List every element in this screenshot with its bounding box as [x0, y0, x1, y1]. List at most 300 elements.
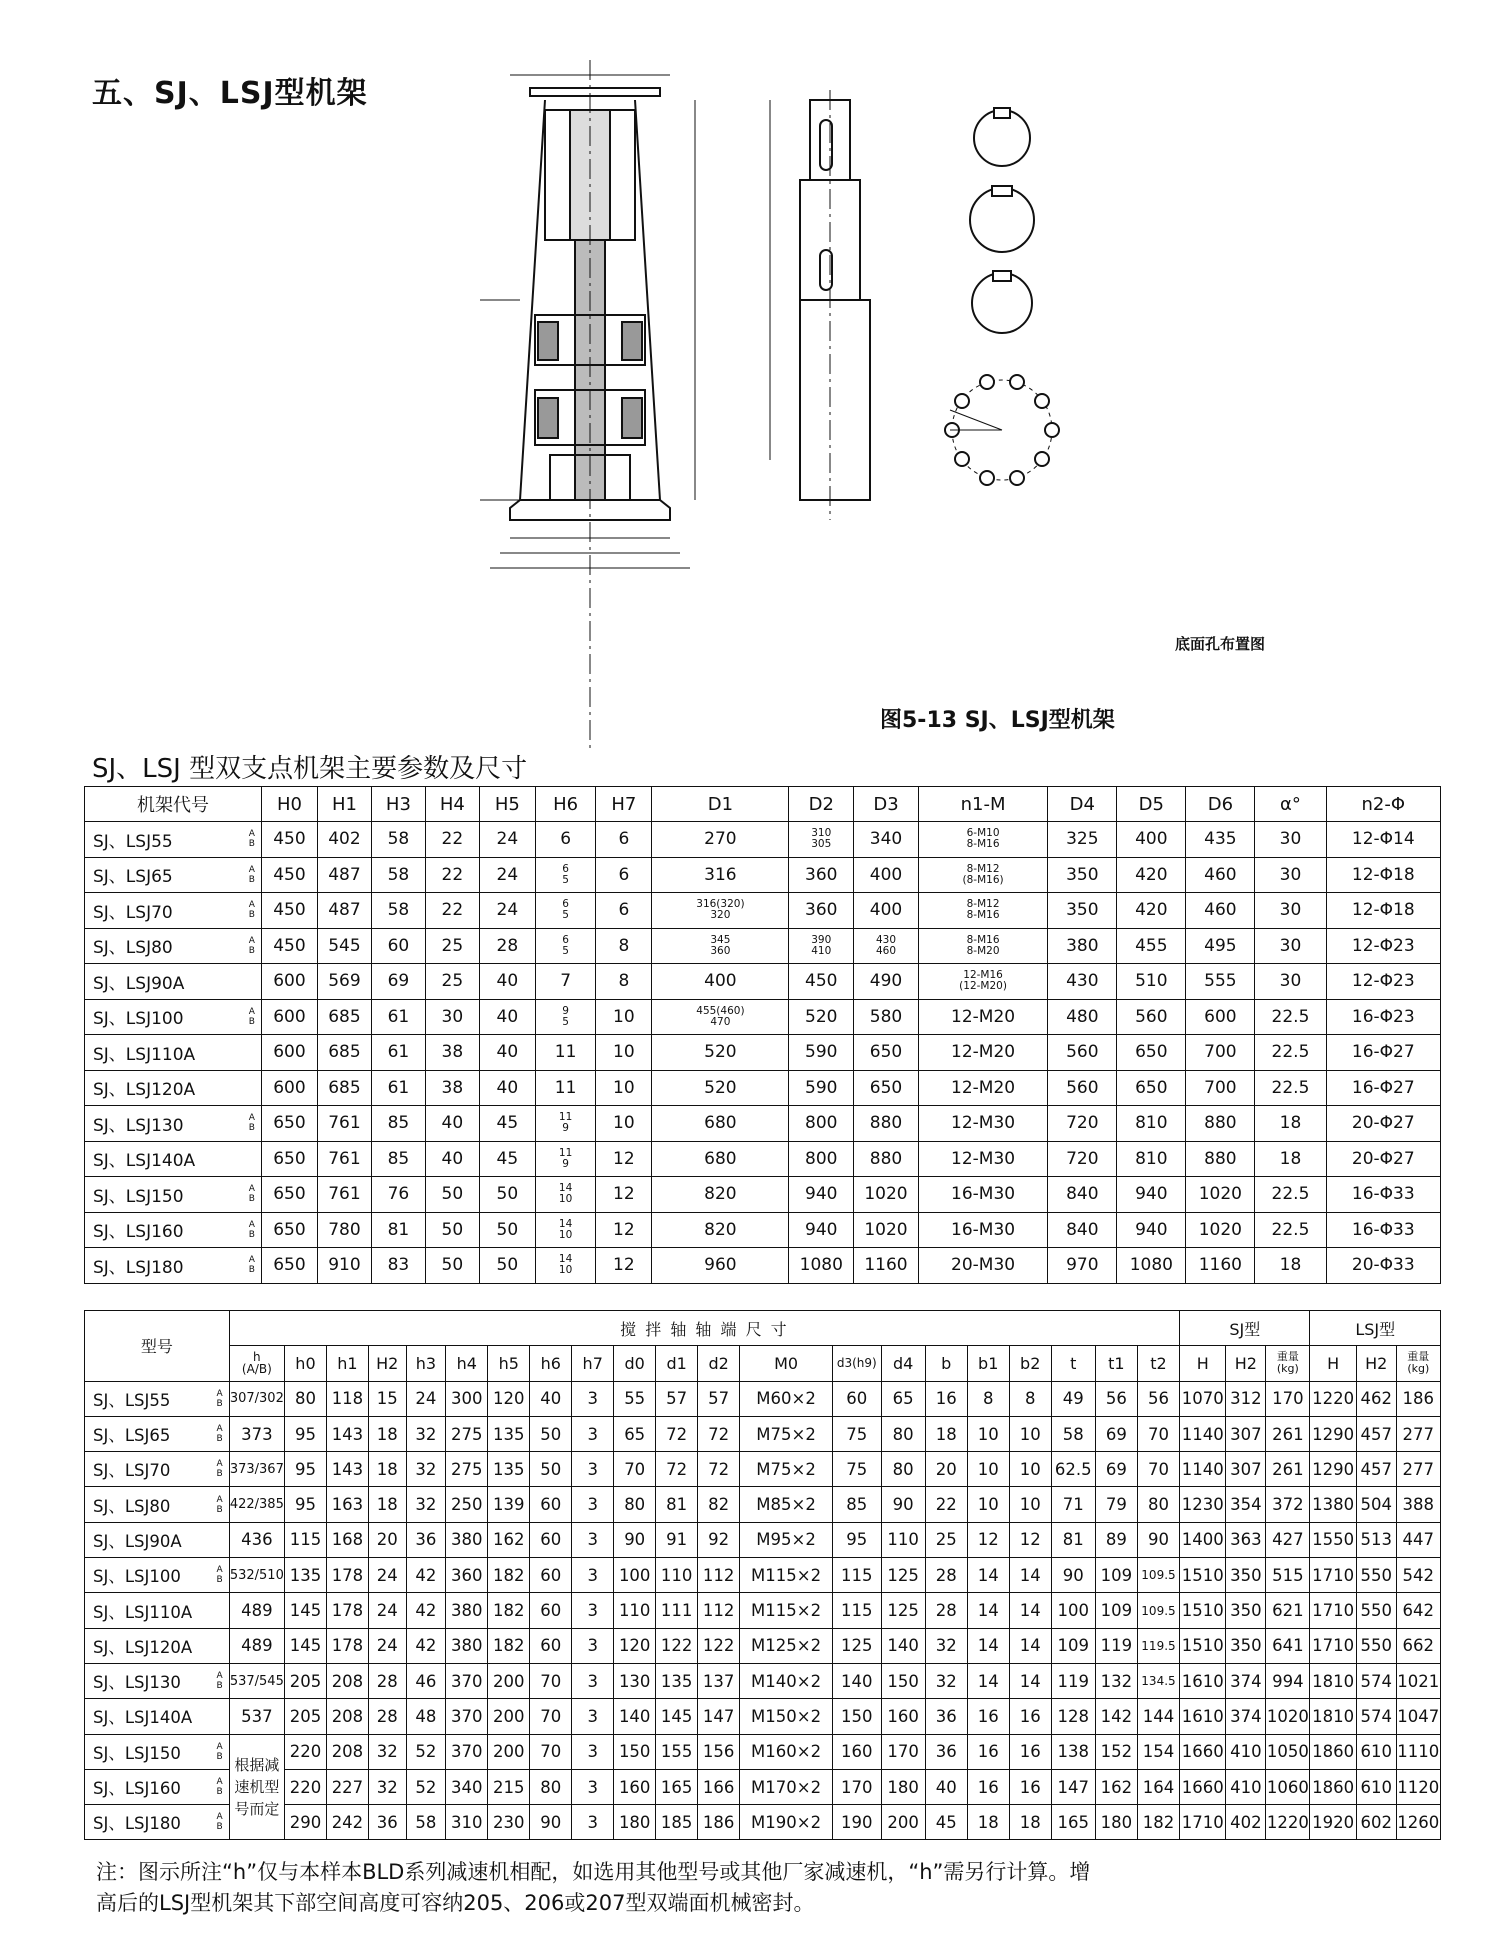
type-value-cell: 994 [1266, 1663, 1310, 1698]
sub-header-cell: h5 [488, 1346, 530, 1381]
h-value-cell: 489 [229, 1593, 284, 1628]
h3-cell: 61 [371, 1070, 425, 1106]
shaft-dim-cell: 80 [614, 1487, 656, 1522]
type-value-cell: 1220 [1266, 1805, 1310, 1840]
shaft-dim-cell: 10 [1009, 1487, 1051, 1522]
shaft-dim-cell: 125 [881, 1593, 925, 1628]
type-value-cell: 1060 [1266, 1769, 1310, 1804]
h-value-cell: 537/545 [229, 1663, 284, 1698]
shaft-dim-cell: 109 [1095, 1593, 1137, 1628]
ab-variant-marker: A B [248, 829, 255, 850]
shaft-dim-cell: 168 [326, 1522, 368, 1557]
shaft-dim-cell: 90 [614, 1522, 656, 1557]
sub-header-cell: d3(h9) [832, 1346, 881, 1381]
h3-cell: 83 [371, 1248, 425, 1284]
h0-cell: 600 [261, 1035, 317, 1071]
table1-header-cell: H4 [425, 787, 479, 822]
shaft-dim-cell: 310 [446, 1805, 488, 1840]
sub-header-cell: M0 [740, 1346, 833, 1381]
shaft-dim-cell: 165 [656, 1769, 698, 1804]
shaft-dim-cell: 186 [698, 1805, 740, 1840]
h-header [229, 1346, 284, 1381]
h0-cell: 650 [261, 1212, 317, 1248]
shaft-dim-cell: 160 [832, 1734, 881, 1769]
h3-cell: 85 [371, 1141, 425, 1177]
n2-cell: 16-Φ27 [1326, 1035, 1440, 1071]
d6-cell: 880 [1186, 1141, 1255, 1177]
model-cell: SJ、LSJ90A [85, 964, 262, 1000]
stacked-value: 6-M10 [966, 827, 1000, 840]
h5-cell: 45 [479, 1141, 535, 1177]
h6-cell [535, 928, 595, 964]
d6-cell: 555 [1186, 964, 1255, 1000]
n1m-cell [918, 893, 1047, 929]
h0-cell: 650 [261, 1177, 317, 1213]
d1-cell: 820 [652, 1177, 789, 1213]
d5-cell: 810 [1117, 1141, 1186, 1177]
n2-cell: 12-Φ18 [1326, 893, 1440, 929]
shaft-dim-cell: 200 [488, 1699, 530, 1734]
d1-cell: 680 [652, 1106, 789, 1142]
h5-cell: 50 [479, 1248, 535, 1284]
d4-cell: 720 [1048, 1141, 1117, 1177]
d6-cell: 700 [1186, 1070, 1255, 1106]
type-value-cell: 261 [1266, 1416, 1310, 1451]
shaft-dim-cell: 170 [881, 1734, 925, 1769]
type-value-cell: 1140 [1180, 1452, 1226, 1487]
shaft-dim-cell: 69 [1095, 1452, 1137, 1487]
shaft-dim-cell: 275 [446, 1416, 488, 1451]
stacked-value: 410 [811, 944, 832, 957]
d6-cell: 495 [1186, 928, 1255, 964]
model-cell: SJ、LSJ160 A B [85, 1769, 230, 1804]
shaft-dim-cell: M125×2 [740, 1628, 833, 1663]
stacked-value: (kg) [1276, 1362, 1299, 1376]
type-value-cell: 307 [1226, 1416, 1266, 1451]
model-cell: SJ、LSJ110A [85, 1035, 262, 1071]
table-row [85, 1593, 1441, 1628]
h3-cell: 76 [371, 1177, 425, 1213]
shaft-dim-cell: 144 [1137, 1699, 1179, 1734]
alpha-cell: 30 [1255, 928, 1326, 964]
shaft-dim-cell: 80 [530, 1769, 572, 1804]
type-value-cell: 550 [1356, 1593, 1396, 1628]
shaft-dim-cell: 32 [368, 1769, 406, 1804]
shaft-dim-cell: 340 [446, 1769, 488, 1804]
d4-cell: 840 [1048, 1177, 1117, 1213]
shaft-dim-cell: 154 [1137, 1734, 1179, 1769]
shaft-dim-cell: 242 [326, 1805, 368, 1840]
stacked-value: 460 [875, 944, 896, 957]
model-cell: SJ、LSJ100 A B [85, 1558, 230, 1593]
d2-cell: 520 [789, 999, 854, 1035]
type-value-cell: 662 [1396, 1628, 1440, 1663]
n2-cell: 16-Φ33 [1326, 1177, 1440, 1213]
shaft-dim-cell: 380 [446, 1628, 488, 1663]
shaft-dim-cell: 110 [614, 1593, 656, 1628]
shaft-dim-cell: 16 [967, 1734, 1009, 1769]
table-row [85, 1805, 1441, 1840]
shaft-dim-cell: 3 [572, 1487, 614, 1522]
d6-cell: 600 [1186, 999, 1255, 1035]
ab-variant-marker: A B [248, 900, 255, 921]
type-value-cell: 1020 [1266, 1699, 1310, 1734]
shaft-dim-cell: 178 [326, 1628, 368, 1663]
ab-variant-marker: A B [216, 1671, 223, 1692]
shaft-dim-cell: M75×2 [740, 1452, 833, 1487]
shaft-dim-cell: 166 [698, 1769, 740, 1804]
stacked-value: 455(460) [696, 1004, 745, 1017]
shaft-dim-cell: 56 [1137, 1381, 1179, 1416]
shaft-dim-cell: 275 [446, 1452, 488, 1487]
shaft-dim-cell: 380 [446, 1522, 488, 1557]
model-cell: SJ、LSJ180 A B [85, 1248, 262, 1284]
shaft-dim-cell: 110 [881, 1522, 925, 1557]
h5-cell: 40 [479, 964, 535, 1000]
stacked-value: 9 [562, 1122, 569, 1135]
stacked-value: 310 [811, 827, 832, 840]
type-value-cell: 550 [1356, 1628, 1396, 1663]
n1m-cell: 16-M30 [918, 1177, 1047, 1213]
shaft-dim-cell: 200 [488, 1734, 530, 1769]
sub-header-cell: d1 [656, 1346, 698, 1381]
d2-cell: 360 [789, 857, 854, 893]
shaft-dim-cell: 14 [967, 1593, 1009, 1628]
table1-header-cell: D3 [854, 787, 919, 822]
table-row [85, 1452, 1441, 1487]
d6-cell: 435 [1186, 822, 1255, 858]
n1m-cell: 12-M20 [918, 1070, 1047, 1106]
h-value-cell: 373 [229, 1416, 284, 1451]
shaft-dim-cell: 370 [446, 1699, 488, 1734]
stacked-value: 9 [562, 1004, 569, 1017]
d4-cell: 560 [1048, 1035, 1117, 1071]
lsj-type-header: LSJ型 [1310, 1311, 1441, 1346]
type-value-cell: 1710 [1310, 1628, 1356, 1663]
stacked-value: 10 [558, 1264, 573, 1277]
type-value-cell: 1710 [1310, 1593, 1356, 1628]
d6-cell: 460 [1186, 857, 1255, 893]
type-value-cell: 261 [1266, 1452, 1310, 1487]
shaft-dim-cell: 152 [1095, 1734, 1137, 1769]
model-cell: SJ、LSJ120A [85, 1070, 262, 1106]
d1-cell [652, 999, 789, 1035]
h6-cell [535, 1141, 595, 1177]
shaft-dim-cell: 15 [368, 1381, 406, 1416]
shaft-dim-cell: 156 [698, 1734, 740, 1769]
h0-cell: 600 [261, 1070, 317, 1106]
shaft-dim-cell: 18 [925, 1416, 967, 1451]
n1m-cell: 12-M20 [918, 999, 1047, 1035]
type-value-cell: 1260 [1396, 1805, 1440, 1840]
shaft-dim-cell: M140×2 [740, 1663, 833, 1698]
shaft-dim-cell: 160 [881, 1699, 925, 1734]
shaft-dim-cell: 112 [698, 1558, 740, 1593]
sub-header-cell: b [925, 1346, 967, 1381]
shaft-dim-cell: 115 [832, 1593, 881, 1628]
hole-layout-caption: 底面孔布置图 [1175, 635, 1266, 653]
shaft-dim-cell: 165 [1051, 1805, 1095, 1840]
shaft-dim-cell: 220 [284, 1734, 326, 1769]
sub-header-cell: t2 [1137, 1346, 1179, 1381]
model-cell: SJ、LSJ70 A B [85, 1452, 230, 1487]
type-value-cell: 1610 [1180, 1663, 1226, 1698]
type-value-cell: 1610 [1180, 1699, 1226, 1734]
d3-cell: 400 [854, 893, 919, 929]
h4-cell: 40 [425, 1106, 479, 1142]
shaft-dim-cell: 160 [614, 1769, 656, 1804]
shaft-dim-cell: 14 [1009, 1593, 1051, 1628]
n2-cell: 12-Φ23 [1326, 928, 1440, 964]
d1-cell: 520 [652, 1035, 789, 1071]
shaft-dim-cell: 370 [446, 1663, 488, 1698]
shaft-dim-cell: 57 [656, 1381, 698, 1416]
shaft-dim-cell: 162 [1095, 1769, 1137, 1804]
shaft-dim-cell: 14 [1009, 1628, 1051, 1663]
h1-cell: 487 [318, 893, 372, 929]
shaft-dim-cell: 3 [572, 1734, 614, 1769]
shaft-dim-cell: 24 [368, 1593, 406, 1628]
table-row [85, 1106, 1441, 1142]
shaft-dim-cell: 205 [284, 1699, 326, 1734]
shaft-dim-cell: 90 [1051, 1558, 1095, 1593]
stacked-value: 10 [558, 1193, 573, 1206]
d5-cell: 400 [1117, 822, 1186, 858]
type-value-cell: 1810 [1310, 1663, 1356, 1698]
table-row [85, 857, 1441, 893]
d1-cell [652, 928, 789, 964]
ab-variant-marker: A B [216, 1424, 223, 1445]
alpha-cell: 30 [1255, 964, 1326, 1000]
h3-cell: 69 [371, 964, 425, 1000]
d4-cell: 430 [1048, 964, 1117, 1000]
shaft-dim-cell: 80 [881, 1452, 925, 1487]
shaft-dim-cell: 180 [881, 1769, 925, 1804]
table-row [85, 1487, 1441, 1522]
d3-cell: 880 [854, 1141, 919, 1177]
h0-cell: 450 [261, 857, 317, 893]
shaft-dim-cell: 135 [284, 1558, 326, 1593]
h3-cell: 85 [371, 1106, 425, 1142]
shaft-dim-cell: 75 [832, 1416, 881, 1451]
sub-header-cell: t [1051, 1346, 1095, 1381]
sub-header-cell: t1 [1095, 1346, 1137, 1381]
shaft-dim-cell: 220 [284, 1769, 326, 1804]
type-value-cell: 1021 [1396, 1663, 1440, 1698]
shaft-dim-cell: 32 [925, 1628, 967, 1663]
alpha-cell: 30 [1255, 857, 1326, 893]
shaft-dim-cell: 14 [1009, 1663, 1051, 1698]
type-value-cell: 513 [1356, 1522, 1396, 1557]
d1-cell: 270 [652, 822, 789, 858]
shaft-dim-cell: 14 [1009, 1558, 1051, 1593]
type-sub-header-cell [1396, 1346, 1440, 1381]
h1-cell: 569 [318, 964, 372, 1000]
type-value-cell: 1710 [1180, 1805, 1226, 1840]
h5-cell: 24 [479, 822, 535, 858]
d2-cell: 1080 [789, 1248, 854, 1284]
shaft-dim-cell: 36 [368, 1805, 406, 1840]
shaft-dim-cell: 42 [406, 1593, 446, 1628]
d6-cell: 700 [1186, 1035, 1255, 1071]
shaft-dim-cell: 80 [881, 1416, 925, 1451]
h6-cell [535, 857, 595, 893]
d2-cell: 940 [789, 1212, 854, 1248]
type-value-cell: 1920 [1310, 1805, 1356, 1840]
shaft-dim-cell: 137 [698, 1663, 740, 1698]
shaft-dim-cell: 10 [967, 1416, 1009, 1451]
type-value-cell: 1510 [1180, 1558, 1226, 1593]
model-cell: SJ、LSJ140A [85, 1141, 262, 1177]
d4-cell: 350 [1048, 857, 1117, 893]
d5-cell: 1080 [1117, 1248, 1186, 1284]
type-value-cell: 350 [1226, 1593, 1266, 1628]
shaft-dim-cell: 3 [572, 1558, 614, 1593]
shaft-dim-cell: 79 [1095, 1487, 1137, 1522]
shaft-dim-cell: 185 [656, 1805, 698, 1840]
table2-header-row-1 [85, 1311, 1441, 1346]
table-row [85, 1212, 1441, 1248]
shaft-dim-cell: 145 [656, 1699, 698, 1734]
h1-cell: 761 [318, 1177, 372, 1213]
table-row [85, 893, 1441, 929]
sub-header-cell: b1 [967, 1346, 1009, 1381]
sub-header-cell: H2 [368, 1346, 406, 1381]
shaft-dim-cell: 71 [1051, 1487, 1095, 1522]
shaft-dim-cell: 145 [284, 1593, 326, 1628]
alpha-cell: 22.5 [1255, 1070, 1326, 1106]
stacked-value: 9 [562, 1157, 569, 1170]
shaft-dim-cell: 140 [614, 1699, 656, 1734]
shaft-dim-cell: 69 [1095, 1416, 1137, 1451]
d6-cell: 460 [1186, 893, 1255, 929]
shaft-dim-cell: 32 [406, 1452, 446, 1487]
shaft-dim-cell: 120 [614, 1628, 656, 1663]
table-row [85, 1769, 1441, 1804]
ab-variant-marker: A B [248, 1219, 255, 1240]
shaft-dim-cell: 230 [488, 1805, 530, 1840]
stacked-value: 430 [875, 933, 896, 946]
sub-header-cell: h1 [326, 1346, 368, 1381]
sub-header-cell: h3 [406, 1346, 446, 1381]
d2-cell: 450 [789, 964, 854, 1000]
type-value-cell: 1860 [1310, 1734, 1356, 1769]
h1-cell: 780 [318, 1212, 372, 1248]
shaft-dim-cell: 208 [326, 1699, 368, 1734]
d5-cell: 420 [1117, 893, 1186, 929]
shaft-dim-cell: 72 [698, 1452, 740, 1487]
alpha-cell: 18 [1255, 1248, 1326, 1284]
shaft-dim-cell: 3 [572, 1416, 614, 1451]
n2-cell: 20-Φ27 [1326, 1106, 1440, 1142]
ab-variant-marker: A B [216, 1741, 223, 1762]
h0-cell: 600 [261, 964, 317, 1000]
shaft-dim-cell: 3 [572, 1381, 614, 1416]
shaft-dim-cell: M95×2 [740, 1522, 833, 1557]
table1-header-cell: H3 [371, 787, 425, 822]
shaft-dim-cell: 48 [406, 1699, 446, 1734]
stacked-value: 5 [562, 944, 569, 957]
shaft-dim-cell: 18 [368, 1452, 406, 1487]
d3-cell: 650 [854, 1070, 919, 1106]
model-cell: SJ、LSJ55 A B [85, 822, 262, 858]
shaft-dim-cell: 128 [1051, 1699, 1095, 1734]
footnote-line-2: 高后的LSJ型机架其下部空间高度可容纳205、206或207型双端面机械密封。 [96, 1891, 815, 1915]
shaft-dim-cell: 90 [530, 1805, 572, 1840]
h6-cell [535, 893, 595, 929]
d2-cell [789, 928, 854, 964]
shaft-dim-cell: 28 [925, 1593, 967, 1628]
table1-header-cell: D2 [789, 787, 854, 822]
sub-header-cell: d0 [614, 1346, 656, 1381]
type-value-cell: 1050 [1266, 1734, 1310, 1769]
n1m-cell [918, 822, 1047, 858]
shaft-dim-cell: 178 [326, 1593, 368, 1628]
type-value-cell: 462 [1356, 1381, 1396, 1416]
model-cell: SJ、LSJ90A [85, 1522, 230, 1557]
h7-cell: 12 [596, 1248, 652, 1284]
shaft-dim-cell: 18 [967, 1805, 1009, 1840]
model-cell: SJ、LSJ80 A B [85, 928, 262, 964]
shaft-dim-cell: 143 [326, 1416, 368, 1451]
d2-cell: 590 [789, 1070, 854, 1106]
shaft-dim-cell: M160×2 [740, 1734, 833, 1769]
shaft-dim-cell: 3 [572, 1805, 614, 1840]
stacked-value: 11 [558, 1111, 573, 1124]
d4-cell: 380 [1048, 928, 1117, 964]
type-value-cell: 312 [1226, 1381, 1266, 1416]
h-value-cell: 489 [229, 1628, 284, 1663]
type-value-cell: 374 [1226, 1699, 1266, 1734]
h5-cell: 24 [479, 857, 535, 893]
h7-cell: 12 [596, 1177, 652, 1213]
h0-cell: 450 [261, 893, 317, 929]
h3-cell: 58 [371, 822, 425, 858]
shaft-dim-cell: 109 [1051, 1628, 1095, 1663]
type-sub-header-cell: H2 [1356, 1346, 1396, 1381]
shaft-dim-cell: 164 [1137, 1769, 1179, 1804]
shaft-dim-cell: 36 [925, 1699, 967, 1734]
shaft-dim-cell: 16 [967, 1769, 1009, 1804]
h-value-cell: 532/510 [229, 1558, 284, 1593]
alpha-cell: 22.5 [1255, 1212, 1326, 1248]
shaft-dim-cell: 150 [881, 1663, 925, 1698]
type-value-cell: 1230 [1180, 1487, 1226, 1522]
type-value-cell: 363 [1226, 1522, 1266, 1557]
shaft-dim-cell: 139 [488, 1487, 530, 1522]
table-row [85, 1141, 1441, 1177]
shaft-dim-cell: 135 [488, 1416, 530, 1451]
shaft-dim-cell: 170 [832, 1769, 881, 1804]
h4-cell: 22 [425, 893, 479, 929]
h7-cell: 8 [596, 964, 652, 1000]
shaft-dim-cell: 147 [698, 1699, 740, 1734]
shaft-dim-cell: 3 [572, 1593, 614, 1628]
sub-header-cell: h4 [446, 1346, 488, 1381]
n2-cell: 16-Φ23 [1326, 999, 1440, 1035]
stacked-value: (A/B) [241, 1362, 272, 1377]
shaft-dim-cell: 60 [530, 1522, 572, 1557]
n2-cell: 16-Φ33 [1326, 1212, 1440, 1248]
shaft-dim-cell: 120 [488, 1381, 530, 1416]
shaft-dim-cell: 180 [614, 1805, 656, 1840]
d5-cell: 560 [1117, 999, 1186, 1035]
type-value-cell: 1290 [1310, 1452, 1356, 1487]
shaft-dim-cell: 65 [614, 1416, 656, 1451]
n1m-cell: 12-M30 [918, 1141, 1047, 1177]
d3-cell: 650 [854, 1035, 919, 1071]
shaft-dim-cell: 10 [967, 1487, 1009, 1522]
